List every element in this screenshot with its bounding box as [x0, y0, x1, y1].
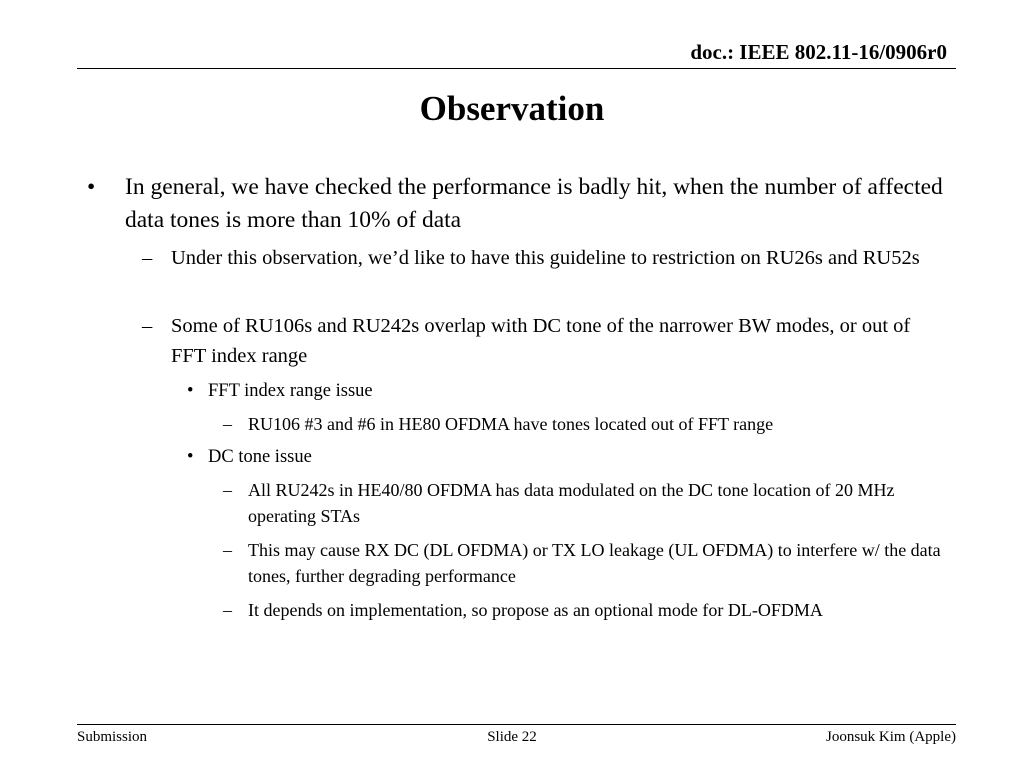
bullet-level2-ru-overlap	[142, 311, 941, 371]
bullet-text: Some of RU106s and RU242s overlap with DC tone of the narrower BW modes, or out of FFT index range	[171, 315, 911, 367]
bullet-text: All RU242s in HE40/80 OFDMA has data modulated on the DC tone location of 20 MHz operating STAs	[248, 480, 895, 526]
bullet-marker: •	[187, 447, 194, 467]
dash-marker: –	[223, 600, 232, 620]
bullet-marker: •	[187, 381, 194, 401]
header-divider	[77, 68, 956, 69]
bullet-text: This may cause RX DC (DL OFDMA) or TX LO leakage (UL OFDMA) to interfere w/ the data tones, further degrading performance	[248, 540, 941, 586]
bullet-text: Under this observation, we’d like to have this guideline to restriction on RU26s and RU52s	[171, 247, 920, 269]
bullet-text: RU106 #3 and #6 in HE80 OFDMA have tones located out of FFT range	[248, 414, 774, 434]
bullet-marker: •	[87, 174, 96, 200]
bullet-level1-general-performance	[87, 171, 945, 237]
dash-marker: –	[142, 315, 153, 337]
bullet-level3-dc-tone	[187, 444, 928, 470]
bullet-text: DC tone issue	[208, 447, 312, 467]
document-id: doc.: IEEE 802.11-16/0906r0	[690, 40, 947, 64]
bullet-level4-rx-dc	[223, 537, 948, 589]
footer-author: Joonsuk Kim (Apple)	[826, 729, 956, 745]
bullet-text: It depends on implementation, so propose as an optional mode for DL-OFDMA	[248, 600, 823, 620]
bullet-level4-ru242	[223, 477, 948, 529]
footer-divider	[77, 724, 956, 725]
bullet-level3-fft-index	[187, 378, 928, 404]
bullet-text: FFT index range issue	[208, 381, 373, 401]
dash-marker: –	[223, 414, 232, 434]
bullet-text: In general, we have checked the performance is badly hit, when the number of affected data tones is more than 10% of data	[125, 174, 943, 233]
footer-submission: Submission	[77, 729, 148, 745]
dash-marker: –	[223, 540, 232, 560]
dash-marker: –	[142, 247, 153, 269]
footer-slide-number: Slide 22	[487, 729, 537, 745]
bullet-level4-implementation	[223, 597, 948, 623]
bullet-level2-guideline	[142, 243, 941, 273]
dash-marker: –	[223, 480, 232, 500]
slide-title: Observation	[419, 89, 605, 128]
bullet-level4-ru106	[223, 411, 948, 437]
